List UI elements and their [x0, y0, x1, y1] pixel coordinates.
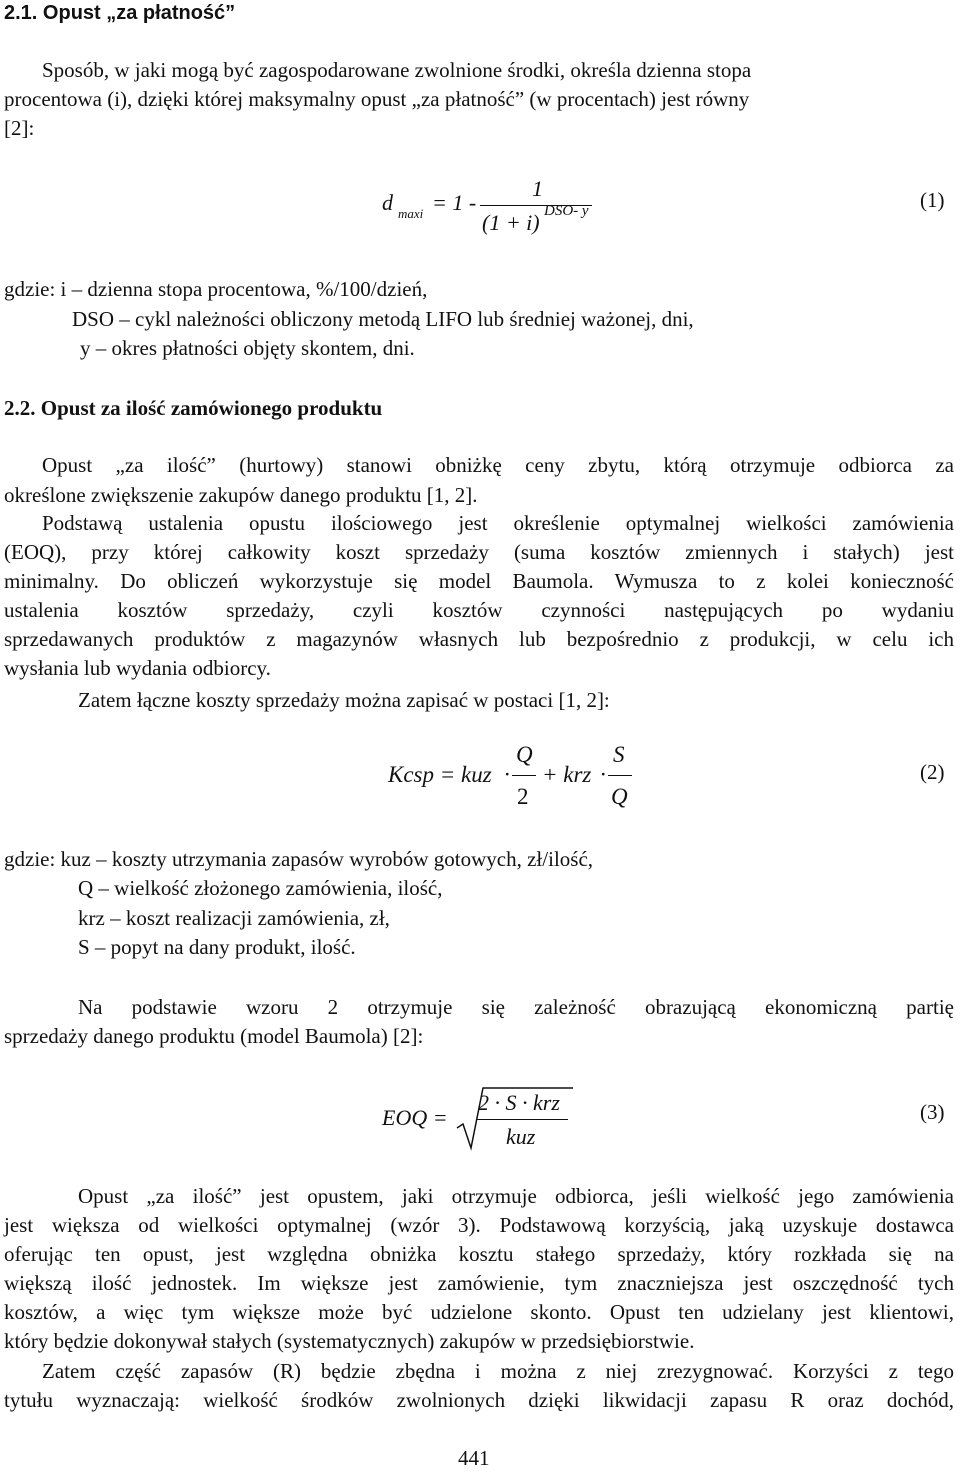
eq2-den1: 2	[517, 784, 529, 809]
paragraph-line: określone zwiększenie zakupów danego produktu [1, 2].	[4, 483, 478, 507]
equation-number-2: (2)	[920, 760, 945, 784]
where-item: DSO – cykl należności obliczony metodą LIFO lub średniej ważonej, dni,	[72, 307, 694, 331]
paragraph-line: [2]:	[4, 116, 35, 140]
where-item: y – okres płatności objęty skontem, dni.	[80, 336, 415, 360]
section-heading-2-2: 2.2. Opust za ilość zamówionego produktu	[4, 396, 383, 420]
paragraph-line: sprzedaży danego produktu (model Baumola) [2]:	[4, 1024, 424, 1048]
paragraph-line: który będzie dokonywał stałych (systematycznych) zakupów w przedsiębiorstwie.	[4, 1329, 695, 1353]
eq3-fraction-bar	[476, 1119, 568, 1120]
equation-number-1: (1)	[920, 188, 945, 212]
eq3-numerator: 2 · S · krz	[478, 1090, 560, 1115]
paragraph-line: oferując ten opust, jest względna obniżka kosztu stałego sprzedaży, który rozkłada się na	[4, 1242, 954, 1266]
eq2-den2: Q	[611, 784, 628, 809]
equation-number-3: (3)	[920, 1100, 945, 1124]
eq2-dot2: ·	[600, 762, 606, 787]
where-item: krz – koszt realizacji zamówienia, zł,	[78, 906, 390, 930]
paragraph-line: Zatem łączne koszty sprzedaży można zapisać w postaci [1, 2]:	[78, 688, 610, 712]
eq1-denominator: (1 + i)	[482, 210, 540, 235]
eq1-numerator: 1	[532, 176, 543, 201]
eq2-fraction-bar-1	[512, 775, 536, 776]
section-heading-2-1: 2.1. Opust „za płatność”	[4, 2, 236, 24]
eq1-equals: = 1 -	[432, 190, 477, 215]
paragraph-line: Zatem część zapasów (R) będzie zbędna i można z niej zrezygnować. Korzyści z tego	[42, 1359, 954, 1383]
where-item: gdzie: kuz – koszty utrzymania zapasów wyrobów gotowych, zł/ilość,	[4, 847, 594, 871]
paragraph-line: wysłania lub wydania odbiorcy.	[4, 656, 271, 680]
where-item: gdzie: i – dzienna stopa procentowa, %/100/dzień,	[4, 277, 428, 301]
eq3-denominator: kuz	[506, 1124, 536, 1149]
page-number: 441	[458, 1446, 490, 1470]
paragraph-line: Opust „za ilość” (hurtowy) stanowi obniżkę ceny zbytu, którą otrzymuje odbiorca za	[42, 453, 954, 477]
eq3-lhs: EOQ =	[382, 1105, 448, 1130]
eq2-lhs: Kcsp = kuz	[388, 762, 492, 787]
paragraph-line: Podstawą ustalenia opustu ilościowego jest określenie optymalnej wielkości zamówienia	[42, 511, 954, 535]
where-item: Q – wielkość złożonego zamówienia, ilość,	[78, 876, 443, 900]
eq2-dot1: ·	[504, 762, 510, 787]
paragraph-line: procentowa (i), dzięki której maksymalny opust „za płatność” (w procentach) jest równy	[4, 87, 750, 111]
paragraph-line: minimalny. Do obliczeń wykorzystuje się model Baumola. Wymusza to z kolei konieczność	[4, 569, 954, 593]
paragraph-line: kosztów, a więc tym większe może być udzielone skonto. Opust ten udzielany jest klientowi,	[4, 1300, 954, 1324]
eq2-fraction-bar-2	[608, 775, 632, 776]
eq2-num2: S	[613, 742, 625, 767]
paragraph-line: sprzedawanych produktów z magazynów własnych lub bezpośrednio z produkcji, w celu ich	[4, 627, 954, 651]
paragraph-line: Sposób, w jaki mogą być zagospodarowane zwolnione środki, określa dzienna stopa	[42, 58, 752, 82]
eq2-num1: Q	[516, 742, 533, 767]
eq2-plus: + krz	[542, 762, 592, 787]
paragraph-line: tytułu wyznaczają: wielkość środków zwolnionych dzięki likwidacji zapasu R oraz dochód,	[4, 1388, 954, 1412]
paragraph-line: większą ilość jednostek. Im większe jest zamówienie, tym znaczniejsza jest oszczędność tych	[4, 1271, 954, 1295]
paragraph-line: (EOQ), przy której całkowity koszt sprzedaży (suma kosztów zmiennych i stałych) jest	[4, 540, 954, 564]
paragraph-line: ustalenia kosztów sprzedaży, czyli kosztów czynności następujących po wydaniu	[4, 598, 954, 622]
paragraph-line: jest większa od wielkości optymalnej (wzór 3). Podstawową korzyścią, jaką uzyskuje dostawca	[4, 1213, 954, 1237]
eq1-d: d	[382, 190, 393, 215]
eq1-subscript: maxi	[398, 206, 424, 221]
paragraph-line: Na podstawie wzoru 2 otrzymuje się zależność obrazującą ekonomiczną partię	[78, 995, 954, 1019]
eq1-exponent: DSO- y	[544, 203, 589, 219]
paragraph-line: Opust „za ilość” jest opustem, jaki otrzymuje odbiorca, jeśli wielkość jego zamówienia	[78, 1184, 954, 1208]
where-item: S – popyt na dany produkt, ilość.	[78, 935, 356, 959]
